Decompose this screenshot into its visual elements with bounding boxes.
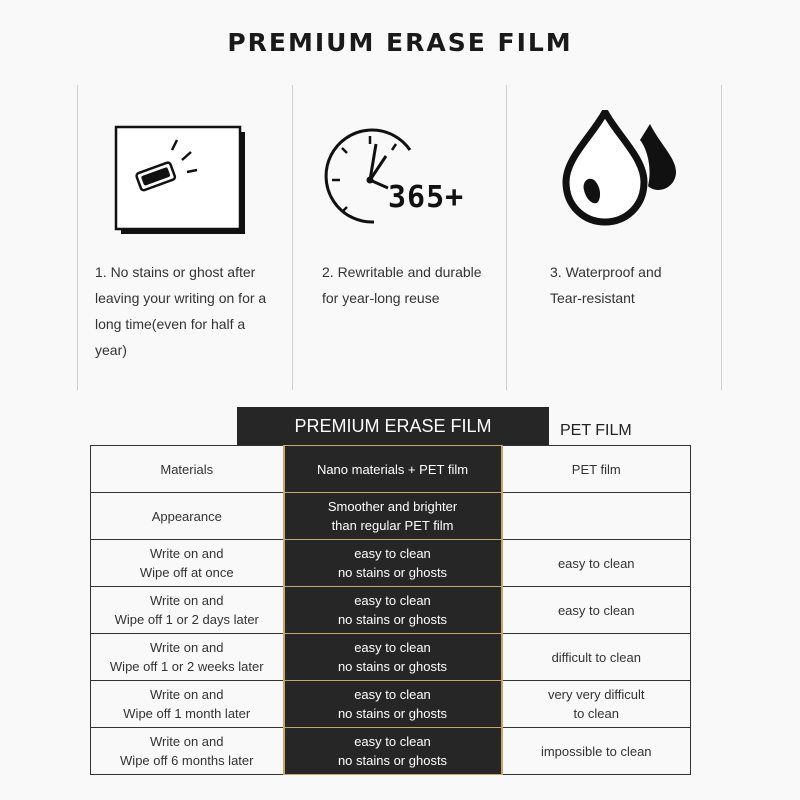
- premium-cell: Smoother and brighter than regular PET film: [284, 493, 502, 540]
- row-label: Write on and Wipe off at once: [91, 540, 284, 587]
- clock-365-label: 365+: [388, 180, 465, 215]
- table-row: [91, 493, 691, 540]
- pet-film-header: PET FILM: [560, 422, 632, 439]
- row-label: Appearance: [91, 493, 284, 540]
- eraser-board-icon: [112, 122, 248, 238]
- water-drop-icon: [560, 110, 690, 228]
- premium-cell: Nano materials + PET film: [284, 446, 502, 493]
- clock-365-icon: [318, 122, 478, 232]
- comparison-table: [90, 445, 691, 775]
- row-label: Write on and Wipe off 1 or 2 days later: [91, 587, 284, 634]
- table-row: [91, 587, 691, 634]
- table-row: [91, 634, 691, 681]
- pet-cell: PET film: [502, 446, 691, 493]
- feature-text-3: 3. Waterproof and Tear-resistant: [550, 264, 662, 306]
- premium-cell: easy to clean no stains or ghosts: [284, 540, 502, 587]
- premium-cell: easy to clean no stains or ghosts: [284, 728, 502, 775]
- divider: [506, 85, 507, 390]
- row-label: Write on and Wipe off 1 or 2 weeks later: [91, 634, 284, 681]
- feature-text-2: 2. Rewritable and durable for year-long reuse: [322, 264, 482, 306]
- feature-text-1: 1. No stains or ghost after leaving your writing on for a long time(even for half a year): [95, 264, 267, 358]
- pet-cell: difficult to clean: [502, 634, 691, 681]
- table-row: [91, 728, 691, 775]
- page-title: PREMIUM ERASE FILM: [227, 28, 573, 57]
- divider: [721, 85, 722, 390]
- row-label: Materials: [91, 446, 284, 493]
- table-row: [91, 540, 691, 587]
- row-label: Write on and Wipe off 1 month later: [91, 681, 284, 728]
- premium-cell: easy to clean no stains or ghosts: [284, 681, 502, 728]
- pet-cell: easy to clean: [502, 540, 691, 587]
- pet-cell: impossible to clean: [502, 728, 691, 775]
- table-row: [91, 446, 691, 493]
- divider: [77, 85, 78, 390]
- premium-cell: easy to clean no stains or ghosts: [284, 634, 502, 681]
- row-label: Write on and Wipe off 6 months later: [91, 728, 284, 775]
- premium-cell: easy to clean no stains or ghosts: [284, 587, 502, 634]
- pet-cell: [502, 493, 691, 540]
- pet-cell: easy to clean: [502, 587, 691, 634]
- divider: [292, 85, 293, 390]
- pet-cell: very very difficult to clean: [502, 681, 691, 728]
- premium-film-header: PREMIUM ERASE FILM: [237, 407, 549, 445]
- table-row: [91, 681, 691, 728]
